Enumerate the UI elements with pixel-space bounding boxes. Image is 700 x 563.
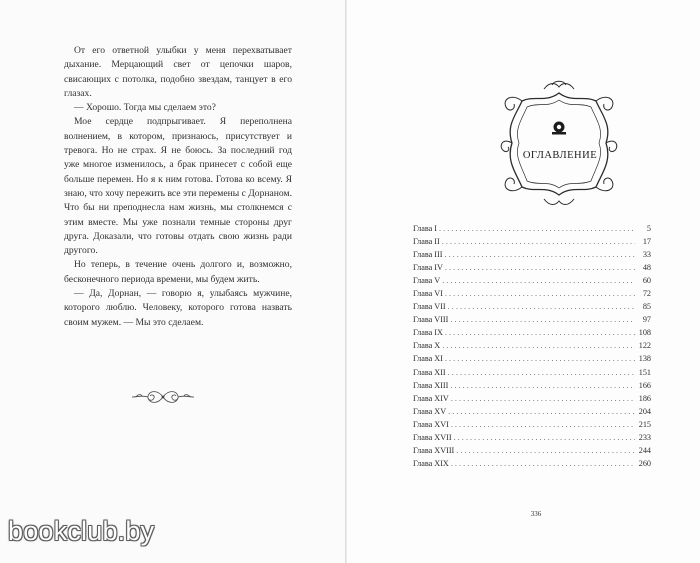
- toc-entry-label: Глава XII: [413, 367, 446, 377]
- toc-title: ОГЛАВЛЕНИЕ: [522, 150, 598, 161]
- toc-dot-leader: [448, 368, 635, 377]
- toc-entry-page: 215: [638, 419, 651, 429]
- toc-entry-page: 233: [638, 432, 651, 442]
- toc-entry-page: 85: [642, 302, 651, 312]
- paragraph: От его ответной улыбки у меня перехватывает дыхание. Мерцающий свет от цепочки шаров, свисающих с потолка, подобно звездам, танцует в его глазах.: [64, 45, 292, 99]
- page-number: 336: [530, 510, 542, 518]
- toc-entry-page: 151: [638, 367, 651, 377]
- table-of-contents: [413, 224, 651, 472]
- toc-entry-page: 204: [638, 406, 651, 416]
- toc-entry: [413, 276, 651, 289]
- toc-entry: [413, 289, 651, 302]
- toc-dot-leader: [454, 433, 635, 442]
- toc-entry-label: Глава XVII: [413, 432, 452, 442]
- toc-entry-label: Глава X: [413, 341, 441, 351]
- toc-entry-label: Глава XV: [413, 406, 447, 416]
- toc-dot-leader: [451, 459, 635, 468]
- toc-entry: [413, 302, 651, 315]
- toc-entry-page: 138: [638, 354, 651, 364]
- toc-dot-leader: [444, 250, 635, 259]
- toc-entry-label: Глава XVIII: [413, 445, 455, 455]
- toc-dot-leader: [445, 328, 635, 337]
- toc-dot-leader: [451, 420, 635, 429]
- toc-entry: [413, 224, 651, 237]
- toc-entry-label: Глава I: [413, 224, 438, 233]
- toc-entry-page: 5: [646, 224, 651, 233]
- toc-entry-page: 17: [642, 237, 651, 247]
- toc-entry-page: 244: [638, 445, 651, 455]
- toc-entry: [413, 354, 651, 367]
- toc-dot-leader: [448, 302, 635, 311]
- paragraph: Мое сердце подпрыгивает. Я переполнена волнением, в котором, признаюсь, присутствует и тревога. Но не страх. Я не боюсь. За последний год уже многое изменилось, а брак принесет с собой еще больше перемен. Но я к ним готова. Готова ко всему. Я знаю, что хочу пережить все эти перемены с Дорнаном. Что бы ни преподнесла нам жизнь, мы столкнемся с этим вместе. Мы уже познали темные стороны друг друга. Доказали, что готовы отдать свою жизнь ради другого.: [64, 116, 292, 257]
- toc-dot-leader: [445, 289, 635, 298]
- toc-entry-page: 33: [642, 250, 651, 260]
- toc-dot-leader: [450, 315, 635, 324]
- toc-entry-label: Глава XIV: [413, 393, 449, 403]
- toc-entry: [413, 433, 651, 446]
- toc-entry-label: Глава II: [413, 237, 440, 247]
- toc-entry-page: 108: [638, 328, 651, 338]
- toc-entry: [413, 263, 651, 276]
- paragraph: — Хорошо. Тогда мы сделаем это?: [74, 102, 216, 114]
- toc-entry: [413, 420, 651, 433]
- toc-entry: [413, 250, 651, 263]
- toc-entry-page: 72: [642, 289, 651, 299]
- toc-entry-page: 122: [638, 341, 651, 351]
- toc-entry-label: Глава V: [413, 276, 441, 286]
- toc-entry: [413, 341, 651, 354]
- toc-entry-page: 260: [638, 458, 651, 468]
- toc-dot-leader: [451, 394, 635, 403]
- toc-dot-leader: [448, 407, 635, 416]
- toc-entry-page: 60: [642, 276, 651, 286]
- toc-entry: [413, 407, 651, 420]
- toc-entry: [413, 237, 651, 250]
- toc-entry-label: Глава VIII: [413, 315, 449, 325]
- toc-dot-leader: [439, 224, 635, 233]
- toc-entry-label: Глава XVI: [413, 419, 449, 429]
- toc-dot-leader: [445, 263, 635, 272]
- toc-entry-label: Глава IV: [413, 263, 443, 273]
- paragraph: — Да, Дорнан, — говорю я, улыбаясь мужчине, которого люблю. Человеку, которого готова назвать своим мужем. — Мы это сделаем.: [64, 288, 292, 328]
- flourish-ornament-icon: [128, 386, 198, 408]
- toc-dot-leader: [442, 341, 635, 350]
- toc-entry-label: Глава XIX: [413, 458, 449, 468]
- toc-entry: [413, 328, 651, 341]
- toc-entry-page: 48: [642, 263, 651, 273]
- toc-dot-leader: [445, 354, 635, 363]
- toc-entry-label: Глава IX: [413, 328, 443, 338]
- body-text: [64, 44, 292, 330]
- toc-entry: [413, 368, 651, 381]
- toc-entry: [413, 394, 651, 407]
- toc-dot-leader: [442, 276, 635, 285]
- toc-dot-leader: [442, 237, 635, 246]
- left-page: [0, 0, 345, 563]
- paragraph: Но теперь, в течение очень долгого и, возможно, бесконечного периода времени, мы будем жить.: [64, 259, 292, 285]
- watermark: bookclub.by: [8, 516, 155, 546]
- toc-entry-label: Глава VII: [413, 302, 446, 312]
- toc-dot-leader: [456, 446, 635, 455]
- toc-entry: [413, 459, 651, 472]
- toc-entry: [413, 381, 651, 394]
- toc-entry-label: Глава III: [413, 250, 443, 260]
- toc-entry: [413, 446, 651, 459]
- toc-entry-label: Глава VI: [413, 289, 443, 299]
- toc-entry-page: 97: [642, 315, 651, 325]
- toc-dot-leader: [450, 381, 635, 390]
- ornamental-frame-icon: [494, 77, 624, 210]
- toc-entry-label: Глава XI: [413, 354, 443, 364]
- toc-entry: [413, 315, 651, 328]
- toc-entry-label: Глава XIII: [413, 380, 449, 390]
- toc-entry-page: 166: [638, 380, 651, 390]
- toc-entry-page: 186: [638, 393, 651, 403]
